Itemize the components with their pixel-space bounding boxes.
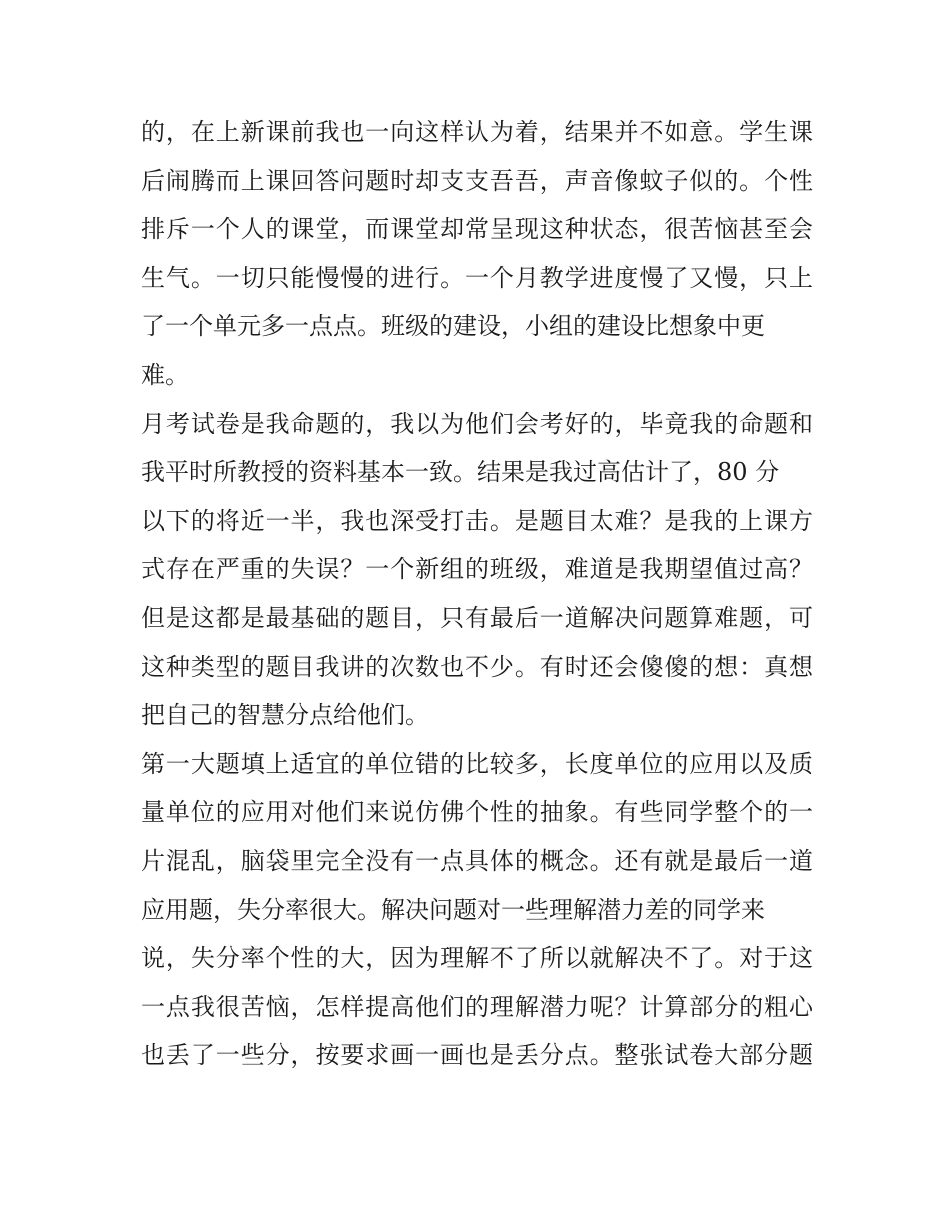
text-line: 的，在上新课前我也一向这样认为着，结果并不如意。学生课 — [141, 118, 813, 146]
text-line: 第一大题填上适宜的单位错的比较多，长度单位的应用以及质 — [141, 749, 813, 778]
text-line: 后闹腾而上课回答问题时却支支吾吾，声音像蚊子似的。个性 — [141, 166, 813, 195]
text-line: 也丢了一些分，按要求画一画也是丢分点。整张试卷大部分题 — [141, 1041, 813, 1070]
body-text — [141, 108, 813, 1080]
text-line: 我平时所教授的资料基本一致。结果是我过高估计了，80 分 — [141, 458, 780, 487]
text-line: 月考试卷是我命题的，我以为他们会考好的，毕竟我的命题和 — [141, 409, 813, 438]
text-line: 说，失分率个性的大，因为理解不了所以就解决不了。对于这 — [141, 944, 813, 973]
text-line: 生气。一切只能慢慢的进行。一个月教学进度慢了又慢，只上 — [141, 263, 813, 292]
text-line: 这种类型的题目我讲的次数也不少。有时还会傻傻的想：真想 — [141, 652, 813, 681]
text-line: 排斥一个人的课堂，而课堂却常呈现这种状态，很苦恼甚至会 — [141, 215, 813, 244]
text-line: 但是这都是最基础的题目，只有最后一道解决问题算难题，可 — [141, 603, 813, 632]
text-line: 一点我很苦恼，怎样提高他们的理解潜力呢？计算部分的粗心 — [141, 992, 813, 1021]
text-line: 应用题，失分率很大。解决问题对一些理解潜力差的同学来 — [141, 895, 765, 924]
text-line: 量单位的应用对他们来说仿佛个性的抽象。有些同学整个的一 — [141, 798, 813, 827]
text-line: 式存在严重的失误？一个新组的班级，难道是我期望值过高？ — [141, 555, 813, 584]
text-line: 了一个单元多一点点。班级的建设，小组的建设比想象中更 — [141, 312, 765, 341]
text-line: 以下的将近一半，我也深受打击。是题目太难？是我的上课方 — [141, 506, 813, 535]
paragraph-end-line: 难。 — [141, 360, 189, 389]
paragraph-end-line: 把自己的智慧分点给他们。 — [141, 701, 429, 730]
text-line: 片混乱，脑袋里完全没有一点具体的概念。还有就是最后一道 — [141, 846, 813, 875]
